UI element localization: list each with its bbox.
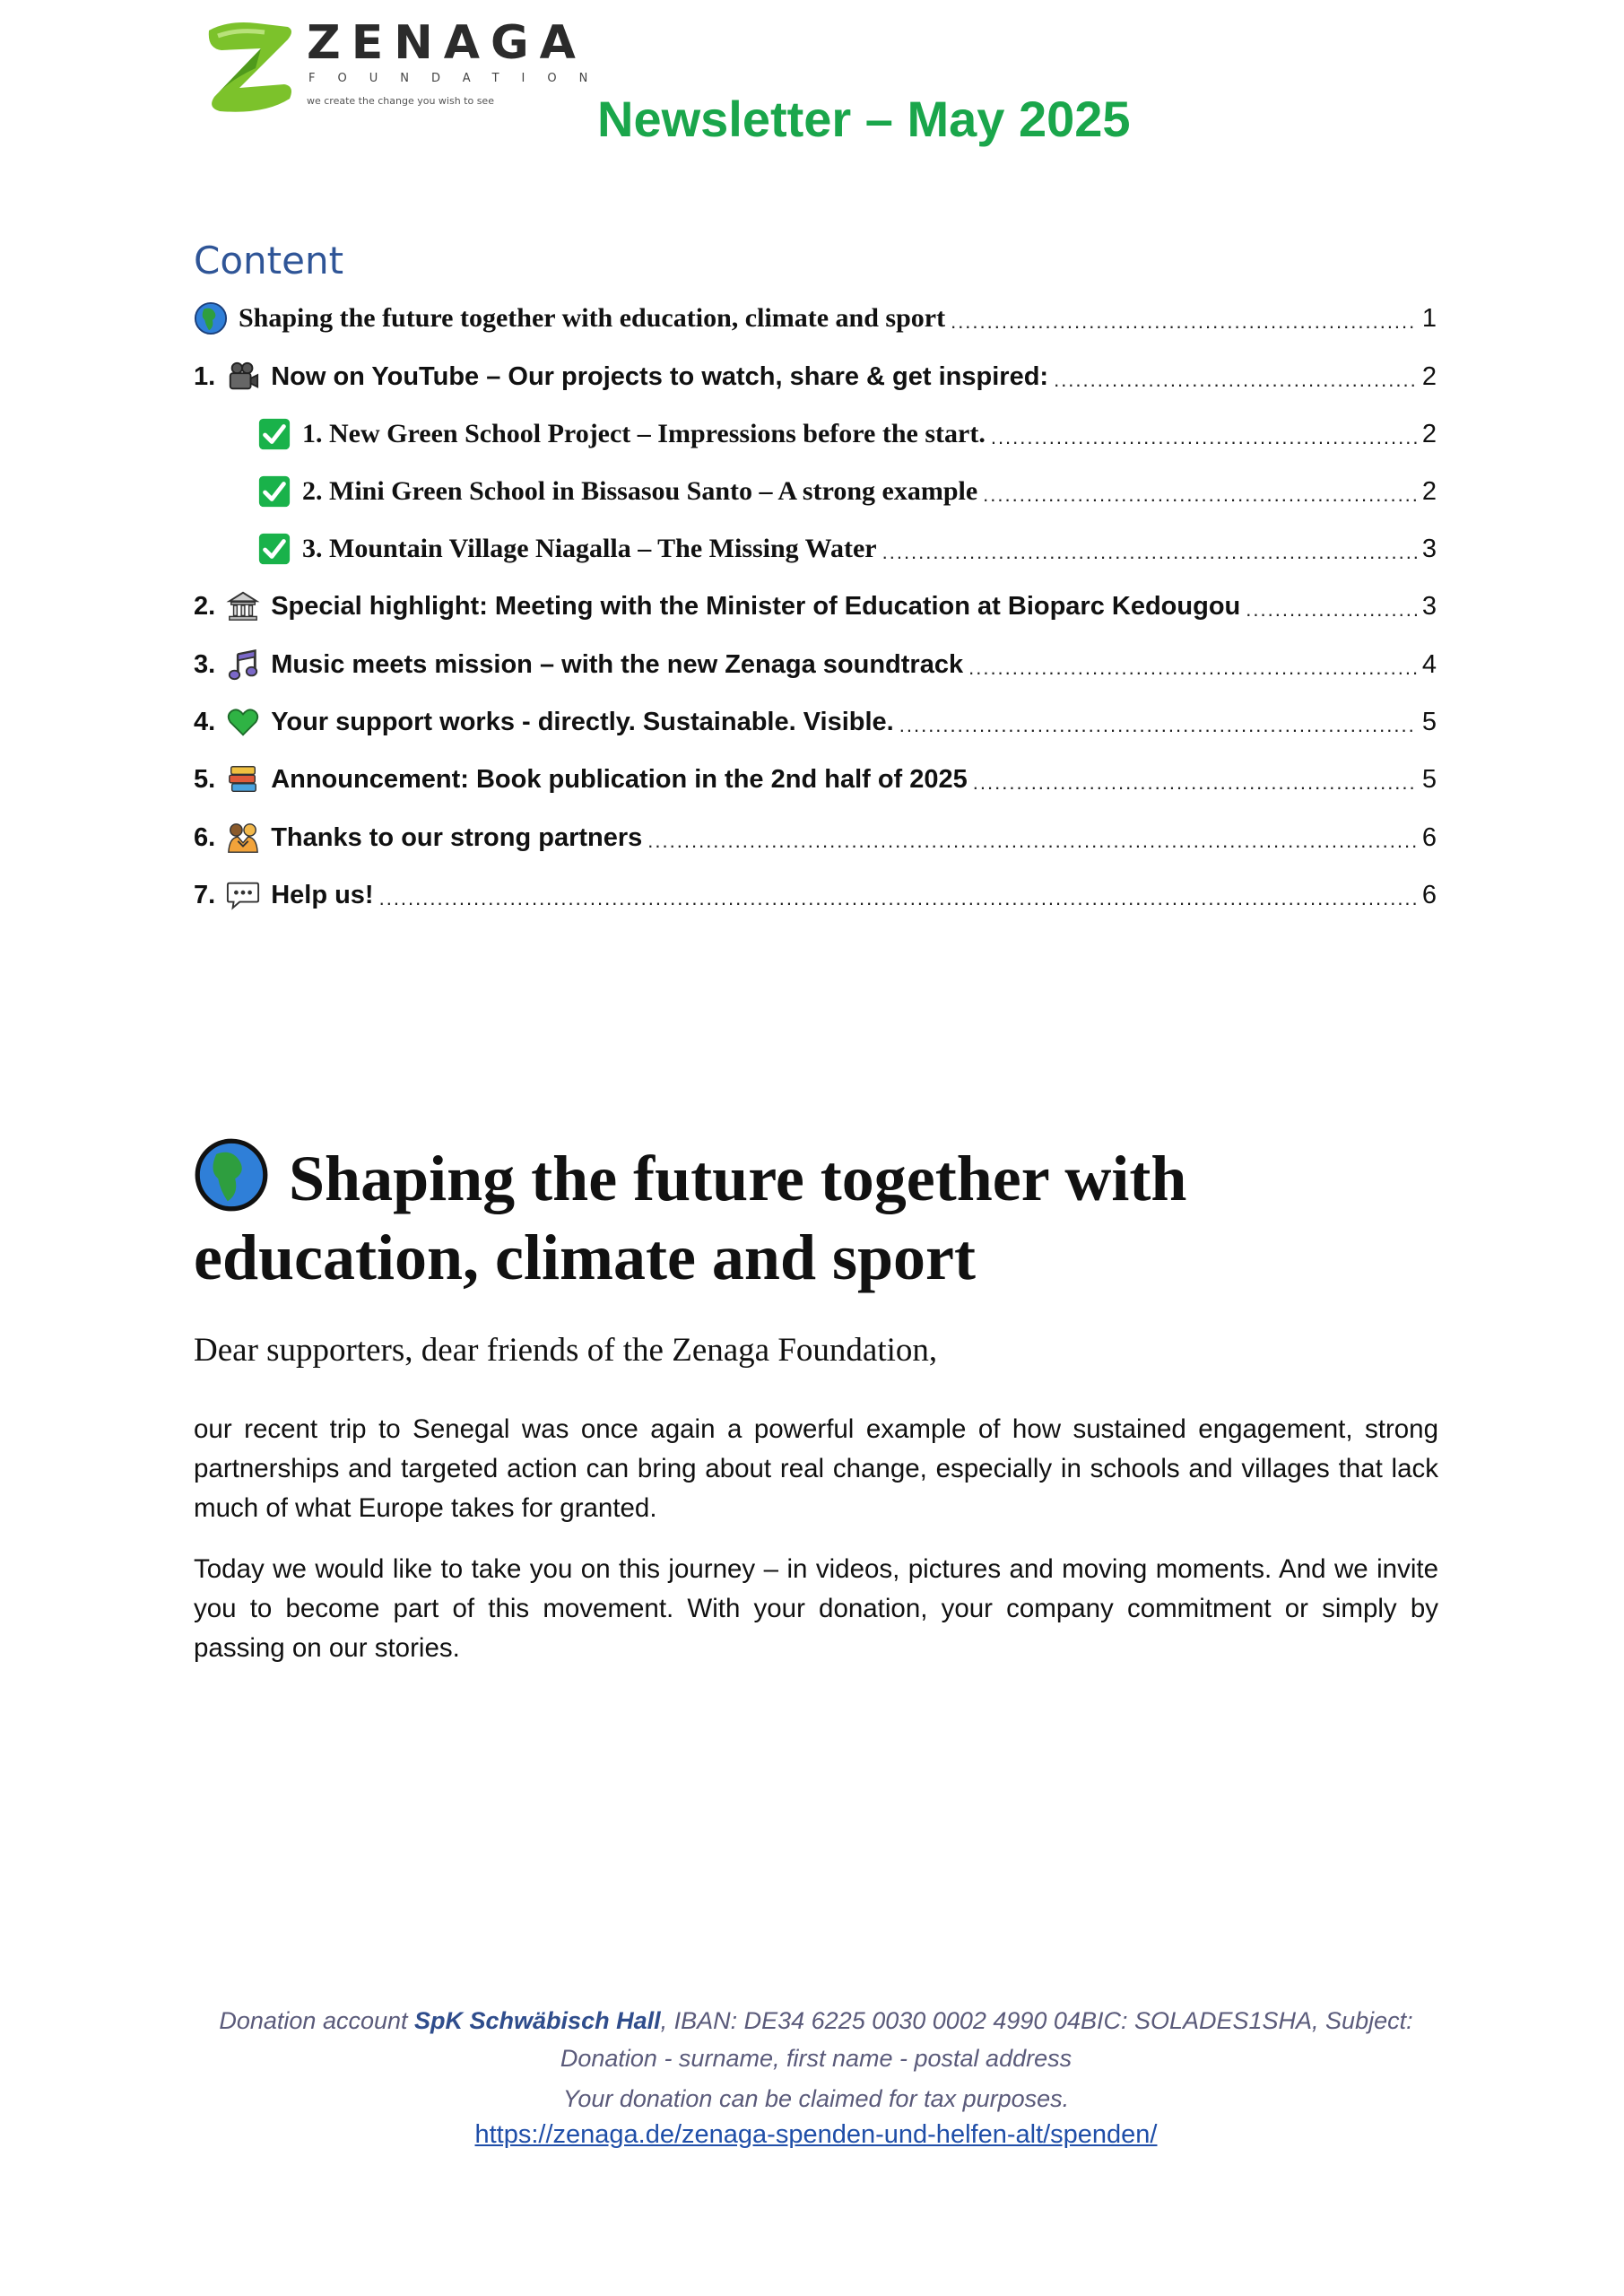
toc-entry-partners[interactable] — [194, 815, 1437, 860]
logo-tagline: we create the change you wish to see — [307, 95, 494, 107]
green-heart-icon — [226, 705, 260, 739]
toc-entry-number: 2. — [194, 591, 216, 621]
donation-link[interactable]: https://zenaga.de/zenaga-spenden-und-helfen-alt/spenden/ — [474, 2120, 1158, 2149]
globe-icon — [194, 301, 228, 335]
toc-page-number: 5 — [1421, 707, 1437, 736]
toc-page-number: 2 — [1421, 476, 1437, 506]
building-icon — [226, 589, 260, 623]
footer-subject: Donation - surname, first name - postal address — [560, 2045, 1073, 2072]
toc-leader — [973, 771, 1417, 802]
toc-leader — [968, 657, 1417, 687]
toc-leader — [983, 483, 1417, 514]
toc-entry-number: 1. — [194, 361, 216, 391]
toc-entry-number: 6. — [194, 822, 216, 852]
toc-entry-label: Special highlight: Meeting with the Minister of Education at Bioparc Kedougou — [271, 591, 1241, 621]
toc-entry-label: 2. Mini Green School in Bissasou Santo – A strong example — [302, 476, 978, 506]
toc-leader — [1246, 598, 1417, 629]
music-note-icon — [226, 648, 260, 682]
toc-leader — [951, 310, 1417, 341]
toc-entry-label: Music meets mission – with the new Zenaga soundtrack — [271, 649, 964, 679]
toc-leader — [899, 714, 1417, 744]
toc-page-number: 3 — [1421, 534, 1437, 563]
toc-entry-label: Help us! — [271, 880, 374, 909]
toc-page-number: 1 — [1421, 303, 1437, 333]
logo-wordmark: ZENAGA — [307, 16, 586, 70]
toc-heading: Content — [194, 239, 344, 283]
toc-entry-label: 3. Mountain Village Niagalla – The Missing Water — [302, 534, 877, 563]
toc-leader — [1054, 369, 1417, 399]
newsletter-title: Newsletter – May 2025 — [597, 91, 1131, 147]
footer-text: Donation account — [219, 2007, 415, 2034]
toc-entry-label: Thanks to our strong partners — [271, 822, 643, 852]
toc-leader — [882, 541, 1417, 571]
toc-entry-label: 1. New Green School Project – Impressions before the start. — [302, 419, 986, 448]
toc-entry-mini-green-school[interactable] — [257, 469, 1437, 514]
toc-entry-music[interactable] — [194, 642, 1437, 687]
toc-entry-number: 7. — [194, 880, 216, 909]
speech-bubble-icon — [226, 878, 260, 912]
toc-entry-help[interactable] — [194, 873, 1437, 918]
footer-tax-note: Your donation can be claimed for tax purposes. — [562, 2085, 1070, 2112]
toc-entry-label: Your support works - directly. Sustainable. Visible. — [271, 707, 894, 736]
toc-entry-shaping-future[interactable] — [194, 296, 1437, 341]
toc-entry-new-green-school[interactable] — [257, 412, 1437, 457]
toc-leader — [991, 426, 1417, 457]
zenaga-logo — [202, 13, 611, 125]
greeting: Dear supporters, dear friends of the Zenaga Foundation, — [194, 1332, 938, 1369]
toc-entry-minister-meeting[interactable] — [194, 584, 1437, 629]
toc-entry-book[interactable] — [194, 757, 1437, 802]
toc-entry-label: Now on YouTube – Our projects to watch, share & get inspired: — [271, 361, 1049, 391]
check-mark-icon — [257, 532, 291, 566]
check-mark-icon — [257, 417, 291, 451]
toc-page-number: 3 — [1421, 591, 1437, 621]
toc-page-number: 6 — [1421, 822, 1437, 852]
globe-icon — [194, 1137, 269, 1213]
section-heading-text: Shaping the future together with education, climate and sport — [194, 1143, 1187, 1293]
check-mark-icon — [257, 474, 291, 509]
handshake-people-icon — [226, 821, 260, 855]
footer-text: , IBAN: DE34 6225 0030 0002 4990 04BIC: SOLADES1SHA, Subject: — [660, 2007, 1413, 2034]
toc-entry-number: 4. — [194, 707, 216, 736]
body-paragraph: our recent trip to Senegal was once again a powerful example of how sustained engagement, strong partnerships and targeted action can bring about real change, especially in schools and villages that lack much of what Europe takes for granted. — [194, 1414, 1438, 1523]
section-heading — [194, 1137, 1359, 1297]
toc-entry-number: 5. — [194, 764, 216, 794]
body-paragraph: Today we would like to take you on this journey – in videos, pictures and moving moments. And we invite you to become part of this movement. With your donation, your company commitment or simply by passing on our stories. — [194, 1554, 1438, 1663]
toc-page-number: 6 — [1421, 880, 1437, 909]
zenaga-z-mark-icon — [202, 18, 300, 118]
toc-entry-label: Shaping the future together with education, climate and sport — [239, 303, 946, 333]
movie-camera-icon — [226, 360, 260, 394]
toc-leader — [647, 830, 1417, 860]
toc-entry-label: Announcement: Book publication in the 2nd half of 2025 — [271, 764, 968, 794]
toc-entry-support[interactable] — [194, 700, 1437, 744]
toc-page-number: 4 — [1421, 649, 1437, 679]
toc-entry-niagalla[interactable] — [257, 526, 1437, 571]
toc-entry-number: 3. — [194, 649, 216, 679]
footer-bank-name: SpK Schwäbisch Hall — [414, 2007, 661, 2034]
toc-leader — [379, 887, 1417, 918]
toc-page-number: 2 — [1421, 419, 1437, 448]
footer-donation-account — [194, 2007, 1438, 2035]
books-icon — [226, 762, 260, 796]
toc-page-number: 5 — [1421, 764, 1437, 794]
toc-page-number: 2 — [1421, 361, 1437, 391]
logo-subtitle: FOUNDATION — [308, 72, 611, 85]
toc-entry-youtube[interactable] — [194, 354, 1437, 399]
